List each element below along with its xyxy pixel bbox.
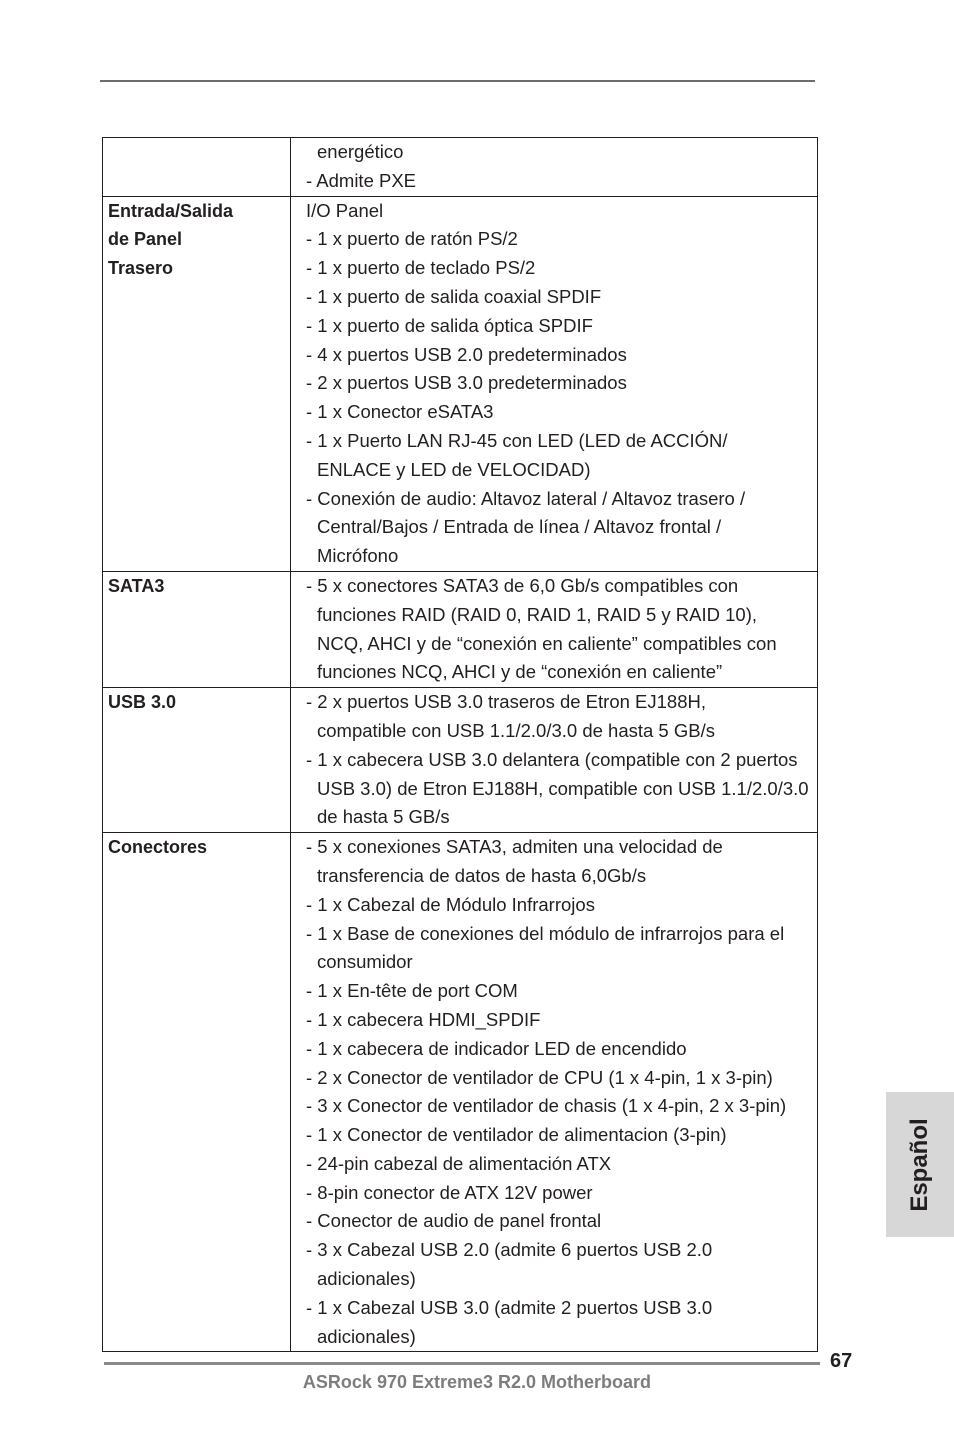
spec-label: Entrada/Salida de Panel Trasero [108,200,234,279]
spec-line: - 5 x conexiones SATA3, admiten una velocidad de [306,836,723,858]
spec-line: - 1 x Conector de ventilador de alimentacion (3-pin) [306,1124,727,1146]
spec-line: - 1 x En-tête de port COM [306,980,518,1002]
spec-line: - 24-pin cabezal de alimentación ATX [306,1152,612,1174]
spec-content-cell [291,138,818,197]
spec-content-cell [291,196,818,571]
spec-line: ENLACE y LED de VELOCIDAD) [317,458,591,480]
spec-line: - 1 x cabecera USB 3.0 delantera (compatible con 2 puertos [306,748,798,770]
spec-line: - 3 x Cabezal USB 2.0 (admite 6 puertos USB 2.0 [306,1239,713,1261]
spec-line: - Conector de audio de panel frontal [306,1210,602,1232]
footer-title: ASRock 970 Extreme3 R2.0 Motherboard [302,1372,652,1392]
spec-line: USB 3.0) de Etron EJ188H, compatible con USB 1.1/2.0/3.0 [317,777,809,799]
header-rule [100,80,815,82]
spec-line: - Admite PXE [306,169,417,191]
spec-row [103,196,818,571]
spec-line: - 2 x puertos USB 3.0 traseros de Etron EJ188H, [306,691,706,713]
spec-line: - 4 x puertos USB 2.0 predeterminados [306,343,627,365]
spec-line: funciones NCQ, AHCI y de “conexión en caliente” [317,661,723,683]
footer-rule [104,1362,820,1365]
spec-line: - 1 x puerto de salida óptica SPDIF [306,314,593,336]
spec-label: Conectores [108,837,208,858]
spec-line: energético [317,141,404,162]
spec-line: - 1 x cabecera de indicador LED de encendido [306,1037,687,1059]
spec-line: - 1 x cabecera HDMI_SPDIF [306,1008,541,1030]
spec-line: - 1 x puerto de salida coaxial SPDIF [306,285,602,307]
spec-line: - 5 x conectores SATA3 de 6,0 Gb/s compatibles con [306,574,739,596]
spec-line: compatible con USB 1.1/2.0/3.0 de hasta 5 GB/s [317,719,715,741]
spec-row [103,571,818,687]
spec-line: transferencia de datos de hasta 6,0Gb/s [317,864,647,886]
spec-line: Central/Bajos / Entrada de línea / Altavoz frontal / [317,516,722,538]
page-number: 67 [830,1350,853,1372]
spec-label: USB 3.0 [108,692,177,713]
spec-content-cell [291,833,818,1352]
spec-content-cell [291,688,818,833]
spec-row [103,688,818,833]
spec-line: - Conexión de audio: Altavoz lateral / Altavoz trasero / [306,487,746,509]
spec-row [103,833,818,1352]
spec-label-cell [103,833,291,1352]
spec-line: funciones RAID (RAID 0, RAID 1, RAID 5 y RAID 10), [317,603,758,625]
spec-line: Micrófono [317,545,399,567]
spec-label-cell [103,138,291,197]
spec-label-cell [103,571,291,687]
spec-label-cell [103,688,291,833]
spec-row [103,138,818,197]
spec-line: consumidor [317,951,413,973]
spec-line: adicionales) [317,1325,416,1347]
spec-line: - 8-pin conector de ATX 12V power [306,1181,593,1203]
spec-line: - 2 x Conector de ventilador de CPU (1 x 4-pin, 1 x 3-pin) [306,1066,773,1088]
spec-line: - 1 x Puerto LAN RJ-45 con LED (LED de ACCIÓN/ [306,429,728,451]
spec-label-cell [103,196,291,571]
spec-table [102,137,818,1352]
spec-line: - 1 x puerto de ratón PS/2 [306,228,518,250]
spec-line: - 1 x Cabezal USB 3.0 (admite 2 puertos USB 3.0 [306,1296,713,1318]
spec-line: I/O Panel [306,199,384,221]
spec-line: NCQ, AHCI y de “conexión en caliente” compatibles con [317,632,777,654]
language-tab [886,1092,954,1237]
spec-line: de hasta 5 GB/s [317,806,450,828]
spec-line: - 1 x Conector eSATA3 [306,401,494,423]
spec-line: - 3 x Conector de ventilador de chasis (1 x 4-pin, 2 x 3-pin) [306,1095,787,1117]
spec-line: - 2 x puertos USB 3.0 predeterminados [306,372,627,394]
spec-line: - 1 x Base de conexiones del módulo de infrarrojos para el [306,922,785,944]
spec-line: adicionales) [317,1268,416,1290]
spec-line: - 1 x Cabezal de Módulo Infrarrojos [306,893,595,915]
spec-label: SATA3 [108,575,165,596]
spec-content-cell [291,571,818,687]
language-tab-label: Español [906,1117,933,1212]
spec-line: - 1 x puerto de teclado PS/2 [306,257,536,279]
